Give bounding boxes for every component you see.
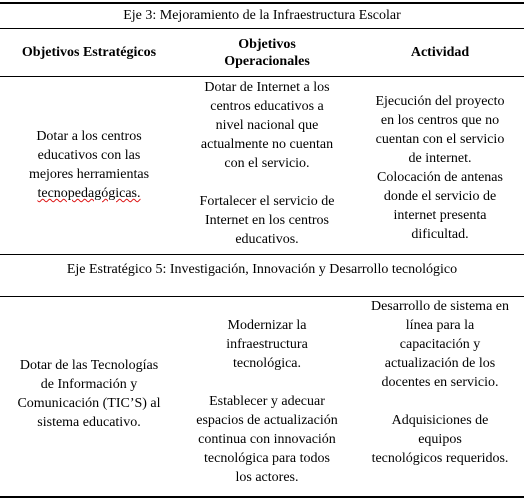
s2-strategic-line4: sistema educativo. bbox=[37, 415, 141, 430]
s1-op-line3: nivel nacional que bbox=[215, 118, 319, 133]
s2-op-line6: continua con innovación bbox=[198, 432, 336, 447]
s2-act-spacer bbox=[356, 392, 524, 411]
header-objetivos-operacionales bbox=[178, 36, 356, 70]
s1-strategic-line1: Dotar a los centros bbox=[36, 129, 142, 144]
s2-act-line1: Desarrollo de sistema en bbox=[370, 299, 509, 314]
s1-strategic-objective bbox=[0, 127, 178, 203]
s1-strategic-line3: mejores herramientas bbox=[28, 167, 150, 182]
s2-op-line5: espacios de actualización bbox=[196, 413, 338, 428]
s1-act-line6: donde el servicio de bbox=[383, 189, 497, 204]
section1-title: Eje 3: Mejoramiento de la Infraestructura Escolar bbox=[123, 8, 401, 23]
s1-act-line2: en los centros que no bbox=[380, 113, 500, 128]
s1-strategic-line4-text: tecnopedagógicas. bbox=[37, 186, 141, 201]
s1-op-line8: educativos. bbox=[235, 232, 299, 247]
section1-bottom-border bbox=[0, 254, 524, 255]
s1-operational-objectives bbox=[178, 78, 356, 249]
s1-act-line3: cuentan con el servicio bbox=[375, 132, 505, 147]
s1-op-line6: Fortalecer el servicio de bbox=[199, 194, 335, 209]
s2-op-line1: Modernizar la bbox=[227, 318, 307, 333]
table-bottom-border bbox=[0, 496, 524, 498]
header-col2-line2: Operacionales bbox=[224, 54, 310, 69]
s2-activity bbox=[356, 297, 524, 468]
s2-act-line2: línea para la bbox=[405, 318, 475, 333]
section2-title: Eje Estratégico 5: Investigación, Innovación y Desarrollo tecnológico bbox=[66, 262, 458, 277]
s2-strategic-line3: Comunicación (TIC’S) al bbox=[17, 396, 161, 411]
s1-strategic-line4 bbox=[0, 184, 178, 203]
s1-activity bbox=[356, 92, 524, 244]
s2-op-line7: tecnológica para todos bbox=[204, 451, 330, 466]
s2-act-line5: docentes en servicio. bbox=[381, 375, 499, 390]
s2-strategic-line2: de Información y bbox=[40, 377, 138, 392]
s1-op-spacer bbox=[178, 173, 356, 192]
s1-act-line1: Ejecución del proyecto bbox=[375, 94, 505, 109]
section1-title-divider bbox=[0, 28, 524, 29]
s1-op-line7: Internet en los centros bbox=[204, 213, 329, 228]
s2-strategic-line1: Dotar de las Tecnologías bbox=[19, 358, 159, 373]
s2-op-line4: Establecer y adecuar bbox=[209, 394, 325, 409]
s1-act-line8: dificultad. bbox=[411, 227, 469, 242]
header-objetivos-estrategicos: Objetivos Estratégicos bbox=[21, 45, 157, 60]
s2-operational-objectives bbox=[178, 316, 356, 487]
s1-act-line4: de internet. bbox=[408, 151, 472, 166]
s2-op-line8: los actores. bbox=[235, 470, 299, 485]
s1-act-line7: internet presenta bbox=[393, 208, 487, 223]
s2-op-line3: tecnológica. bbox=[232, 356, 302, 371]
s2-act-line3: capacitación y bbox=[399, 337, 481, 352]
s2-act-line6: Adquisiciones de bbox=[391, 413, 489, 428]
header-actividad: Actividad bbox=[410, 45, 470, 60]
s2-strategic-objective bbox=[0, 356, 178, 432]
s2-op-spacer bbox=[178, 373, 356, 392]
header-divider bbox=[0, 76, 524, 77]
s2-act-line4: actualización de los bbox=[384, 356, 496, 371]
s2-act-line7: equipos bbox=[418, 432, 462, 447]
s1-act-line5: Colocación de antenas bbox=[377, 170, 503, 185]
table-top-border bbox=[0, 2, 524, 4]
s2-op-line2: infraestructura bbox=[226, 337, 308, 352]
s1-op-line1: Dotar de Internet a los bbox=[204, 80, 330, 95]
s1-op-line2: centros educativos a bbox=[210, 99, 324, 114]
s1-strategic-line2: educativos con las bbox=[37, 148, 141, 163]
s2-act-line8: tecnológicos requeridos. bbox=[371, 451, 509, 466]
header-col2-line1: Objetivos bbox=[238, 37, 296, 52]
s1-op-line4: actualmente no cuentan bbox=[200, 137, 334, 152]
s1-op-line5: con el servicio. bbox=[224, 156, 310, 171]
